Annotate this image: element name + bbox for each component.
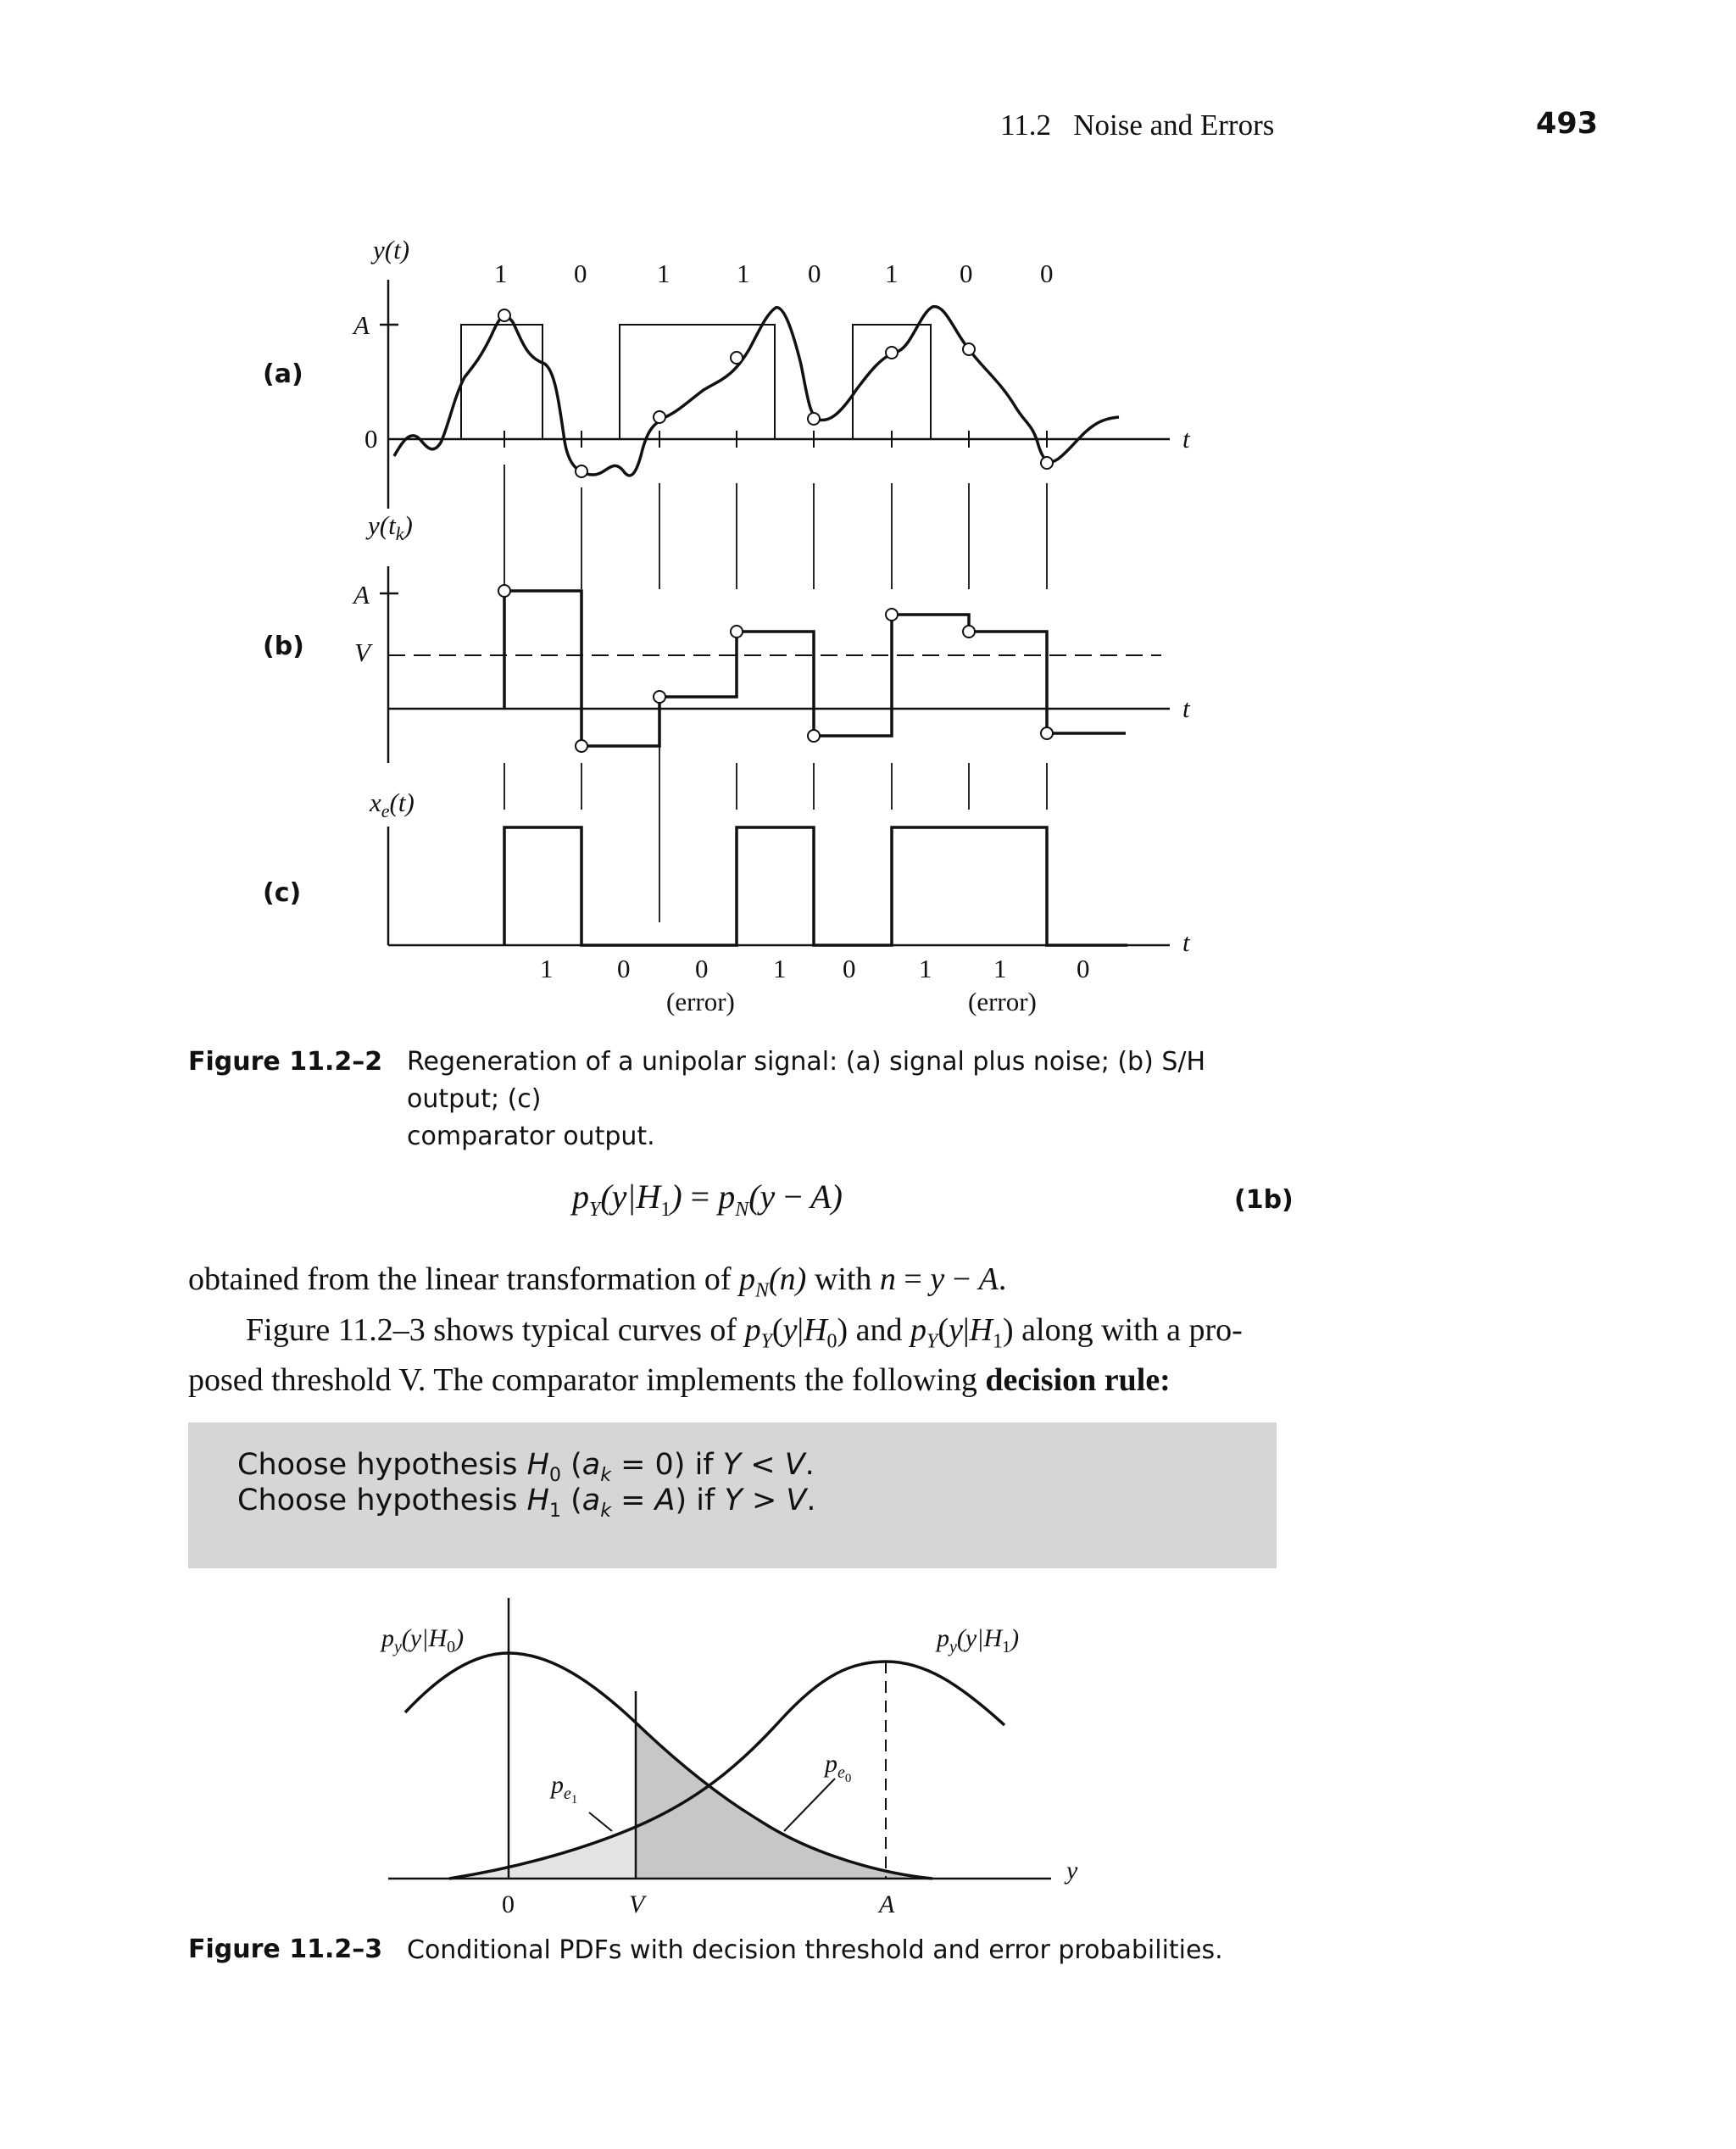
figure-1-caption-label: Figure 11.2–2 <box>188 1047 383 1077</box>
panel-a-t-label: t <box>1182 424 1190 454</box>
bit-c-2: 0 <box>695 954 709 983</box>
bit-c-5: 1 <box>919 954 932 983</box>
pe0-region <box>636 1723 932 1879</box>
bit-c-7: 0 <box>1077 954 1090 983</box>
bit-a-3: 1 <box>737 259 750 288</box>
panel-a-0-label: 0 <box>364 424 378 454</box>
panel-a-A-label: A <box>353 310 370 340</box>
label-pe0: $p_e0$ <box>825 1750 852 1785</box>
equation-1b: $p_Y(y|H_1) = p_N(y - A)$ <box>572 1177 843 1221</box>
panel-b-t-label: t <box>1182 693 1190 723</box>
bit-c-0: 1 <box>540 954 554 983</box>
sample-guide-lines <box>504 465 1047 922</box>
pe1-region <box>449 1827 636 1879</box>
bit-a-0: 1 <box>494 259 508 288</box>
comparator-output <box>504 827 1127 945</box>
body-line-2: Figure 11.2–3 shows typical curves of $p_Y(y|H_0)$ and $p_Y(y|H_1)$ along with a pro- <box>246 1311 1243 1353</box>
error-label-1: (error) <box>666 987 735 1016</box>
panel-a-noisy-signal <box>394 307 1119 476</box>
bit-c-4: 0 <box>843 954 856 983</box>
error-label-2: (error) <box>968 987 1037 1016</box>
bit-c-1: 0 <box>617 954 631 983</box>
decision-rule-line-1: Choose hypothesis $H_0$ $(a_k = 0)$ if Y < V. <box>237 1448 815 1486</box>
decision-rule-line-2: Choose hypothesis $H_1$ $(a_k = A)$ if Y > V. <box>237 1484 816 1522</box>
bit-c-6: 1 <box>993 954 1007 983</box>
decision-rule-term: decision rule: <box>985 1362 1171 1399</box>
bit-a-7: 0 <box>1040 259 1054 288</box>
page-number: 493 <box>1536 107 1599 141</box>
pe1-leader <box>589 1812 612 1831</box>
body-line-3-text: posed threshold V. The comparator implements the following <box>188 1362 986 1399</box>
tick-label-V: V <box>629 1890 645 1918</box>
bit-a-2: 1 <box>657 259 670 288</box>
figure-conditional-pdfs <box>0 1594 1736 1933</box>
figure-2-caption-label: Figure 11.2–3 <box>188 1935 383 1964</box>
panel-label-b: (b) <box>263 632 304 661</box>
panel-label-a: (a) <box>263 359 303 389</box>
pe0-leader <box>784 1779 835 1831</box>
panel-c-t-label: t <box>1182 927 1190 957</box>
panel-label-c: (c) <box>263 878 302 908</box>
decision-rule-box <box>188 1422 1277 1568</box>
tick-label-0: 0 <box>502 1890 515 1918</box>
label-pdf-h0: $p_y(y|H_0)$ <box>381 1624 465 1656</box>
bit-a-6: 0 <box>960 259 973 288</box>
figure-1-caption <box>407 1044 1288 1155</box>
label-axis-y: y <box>1066 1857 1078 1885</box>
panel-b-A-label: A <box>353 580 370 610</box>
body-line-1: obtained from the linear transformation of $p_N(n)$ with n = y − A. <box>188 1261 1007 1302</box>
figure-2-caption: Conditional PDFs with decision threshold and error probabilities. <box>407 1935 1223 1965</box>
bit-c-3: 1 <box>773 954 787 983</box>
bit-a-1: 0 <box>574 259 587 288</box>
bit-a-5: 1 <box>885 259 899 288</box>
running-header-section: 11.2 Noise and Errors <box>1000 109 1275 142</box>
figure-regeneration-diagram <box>0 0 1736 1043</box>
label-pdf-h1: $p_y(y|H_1)$ <box>937 1624 1020 1656</box>
tick-label-A: A <box>879 1890 895 1918</box>
figure-1-caption-line2: comparator output. <box>407 1122 655 1151</box>
panel-a-y-label: y(t) <box>373 235 410 264</box>
panel-b-V-label: V <box>354 637 370 667</box>
equation-number: (1b) <box>1234 1185 1294 1215</box>
body-paragraph <box>188 1260 1282 1400</box>
figure-1-caption-line1: Regeneration of a unipolar signal: (a) signal plus noise; (b) S/H output; (c) <box>407 1047 1206 1114</box>
panel-b-y-label: $y(t_k)$ <box>368 510 413 544</box>
label-pe1: $p_e1$ <box>551 1771 578 1807</box>
bit-a-4: 0 <box>808 259 821 288</box>
sample-hold-output <box>504 591 1126 746</box>
panel-c-y-label: $x_e(t)$ <box>370 788 415 821</box>
body-line-3 <box>188 1361 1282 1400</box>
panel-a-bit-pulses <box>461 325 931 439</box>
